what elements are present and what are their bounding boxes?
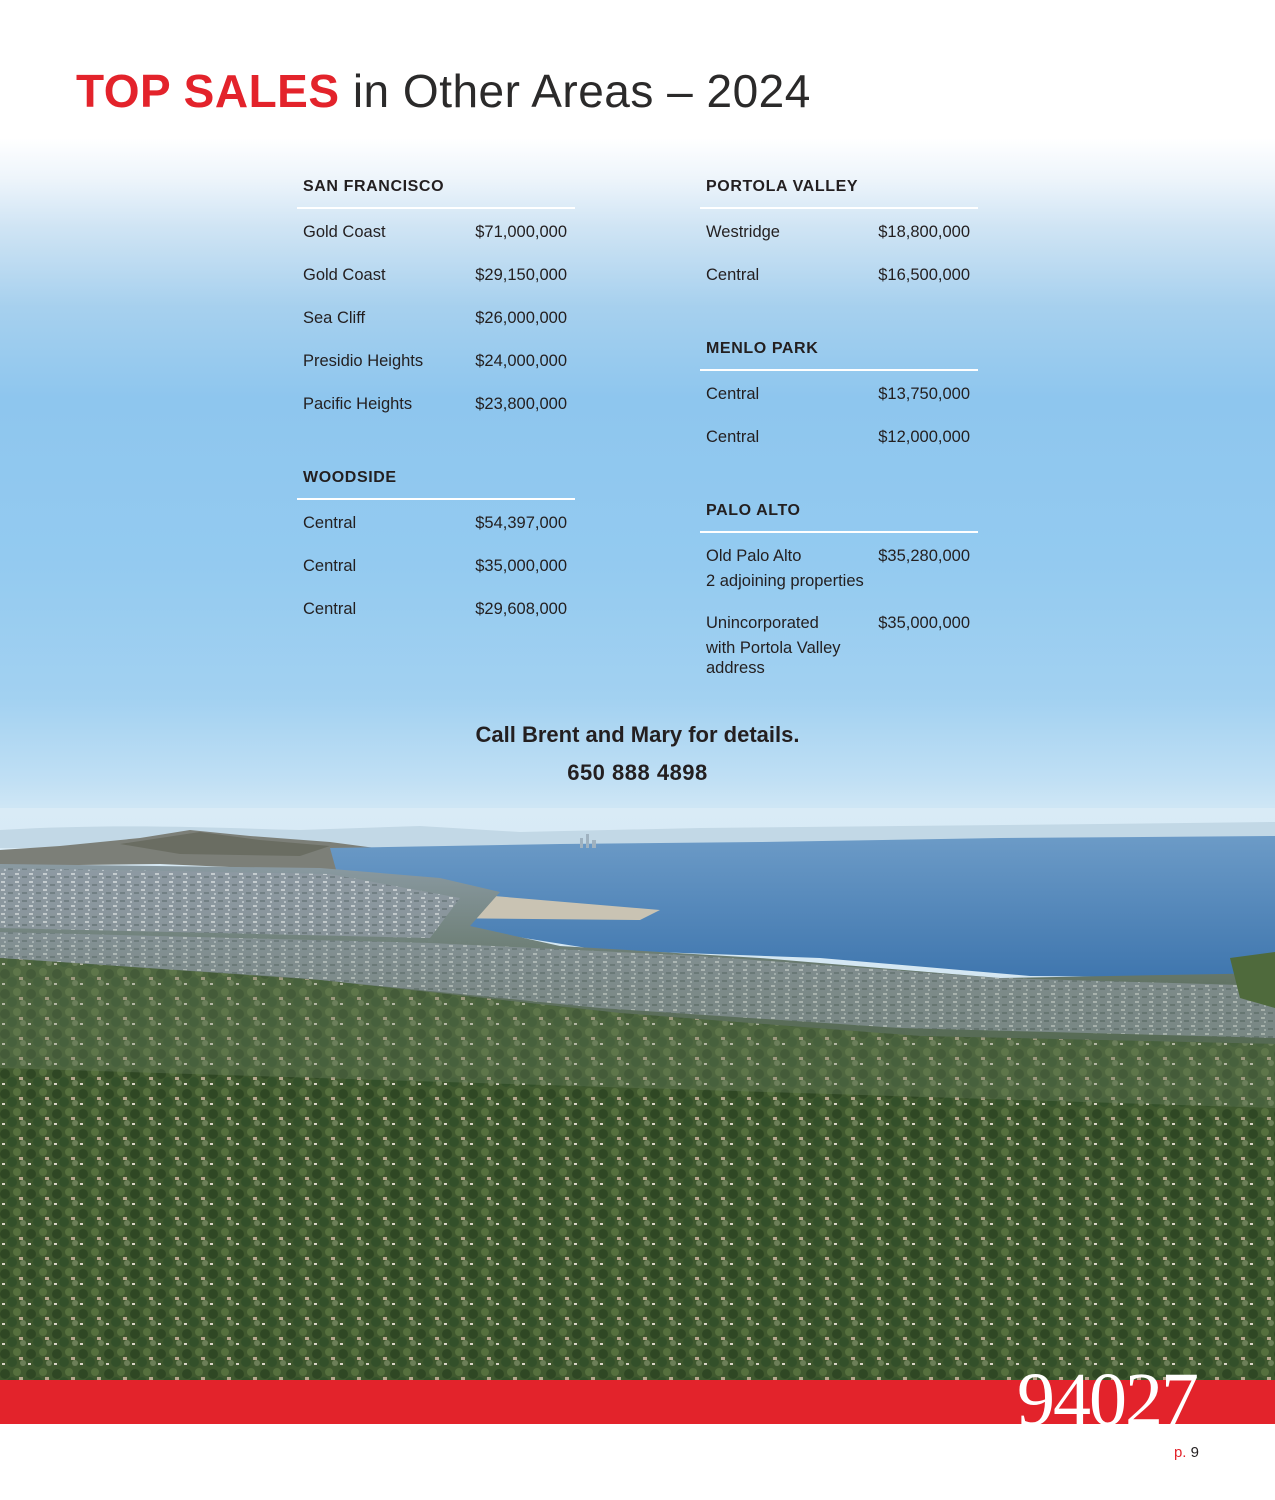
section-heading-palo-alto: PALO ALTO	[700, 502, 978, 533]
sale-price: $35,280,000	[878, 547, 970, 565]
sale-row	[700, 613, 978, 680]
section-spacer	[297, 437, 575, 469]
sale-row	[700, 427, 978, 470]
sale-price: $71,000,000	[475, 223, 567, 241]
section-heading-portola-valley: PORTOLA VALLEY	[700, 178, 978, 209]
sale-price: $54,397,000	[475, 514, 567, 532]
menlo-park-list	[700, 371, 978, 470]
aerial-photo	[0, 808, 1275, 1380]
sale-neighborhood: Central	[706, 428, 760, 446]
sale-price: $18,800,000	[878, 223, 970, 241]
sale-price: $26,000,000	[475, 309, 567, 327]
sale-neighborhood: Old Palo Alto	[706, 547, 802, 565]
sale-neighborhood: Central	[303, 600, 357, 618]
section-heading-san-francisco: SAN FRANCISCO	[297, 178, 575, 209]
sale-price: $29,608,000	[475, 600, 567, 618]
sale-row	[700, 546, 978, 613]
sale-note: 2 adjoining properties	[706, 572, 864, 590]
sale-price: $12,000,000	[878, 428, 970, 446]
sale-row	[297, 394, 575, 437]
page-number	[1174, 1444, 1199, 1461]
sale-neighborhood: Gold Coast	[303, 223, 386, 241]
sale-neighborhood: Sea Cliff	[303, 309, 366, 327]
portola-valley-list	[700, 209, 978, 308]
section-spacer	[700, 308, 978, 340]
woodside-list	[297, 500, 575, 642]
sale-price: $29,150,000	[475, 266, 567, 284]
left-column	[297, 178, 575, 642]
page-number-value: 9	[1190, 1444, 1199, 1461]
sale-row	[700, 265, 978, 308]
sale-price: $35,000,000	[878, 614, 970, 632]
sale-price: $24,000,000	[475, 352, 567, 370]
cta-text: Call Brent and Mary for details.	[475, 722, 800, 747]
sale-price: $35,000,000	[475, 557, 567, 575]
sale-neighborhood: Pacific Heights	[303, 395, 413, 413]
page-title	[76, 64, 811, 118]
sale-neighborhood: Gold Coast	[303, 266, 386, 284]
sale-row	[297, 351, 575, 394]
sale-price: $16,500,000	[878, 266, 970, 284]
sale-row	[700, 222, 978, 265]
page-prefix: p.	[1173, 1444, 1187, 1461]
sale-row	[297, 308, 575, 351]
cta-phone: 650 888 4898	[567, 760, 708, 785]
sale-neighborhood: Central	[303, 557, 357, 575]
section-spacer	[700, 470, 978, 502]
sale-row	[700, 384, 978, 427]
sale-neighborhood-block	[706, 613, 878, 680]
san-francisco-list	[297, 209, 575, 437]
title-rest: in Other Areas – 2024	[339, 65, 811, 117]
sale-neighborhood: Central	[706, 385, 760, 403]
sale-note: with Portola Valley address	[706, 639, 841, 677]
sale-row	[297, 599, 575, 642]
sale-neighborhood: Unincorporated	[706, 614, 819, 632]
right-column	[700, 178, 978, 680]
sale-price: $13,750,000	[878, 385, 970, 403]
sale-row	[297, 222, 575, 265]
section-heading-menlo-park: MENLO PARK	[700, 340, 978, 371]
palo-alto-list	[700, 533, 978, 680]
section-heading-woodside: WOODSIDE	[297, 469, 575, 500]
sale-price: $23,800,000	[475, 395, 567, 413]
sale-row	[297, 513, 575, 556]
sale-neighborhood: Westridge	[706, 223, 780, 241]
sale-row	[297, 556, 575, 599]
sale-neighborhood: Central	[706, 266, 760, 284]
sale-neighborhood: Presidio Heights	[303, 352, 424, 370]
sale-neighborhood-block	[706, 546, 864, 613]
title-highlight: TOP SALES	[76, 65, 340, 117]
zip-code: 94027	[1017, 1358, 1197, 1442]
sale-neighborhood: Central	[303, 514, 357, 532]
aerial-landscape-image	[0, 808, 1275, 1380]
sale-row	[297, 265, 575, 308]
